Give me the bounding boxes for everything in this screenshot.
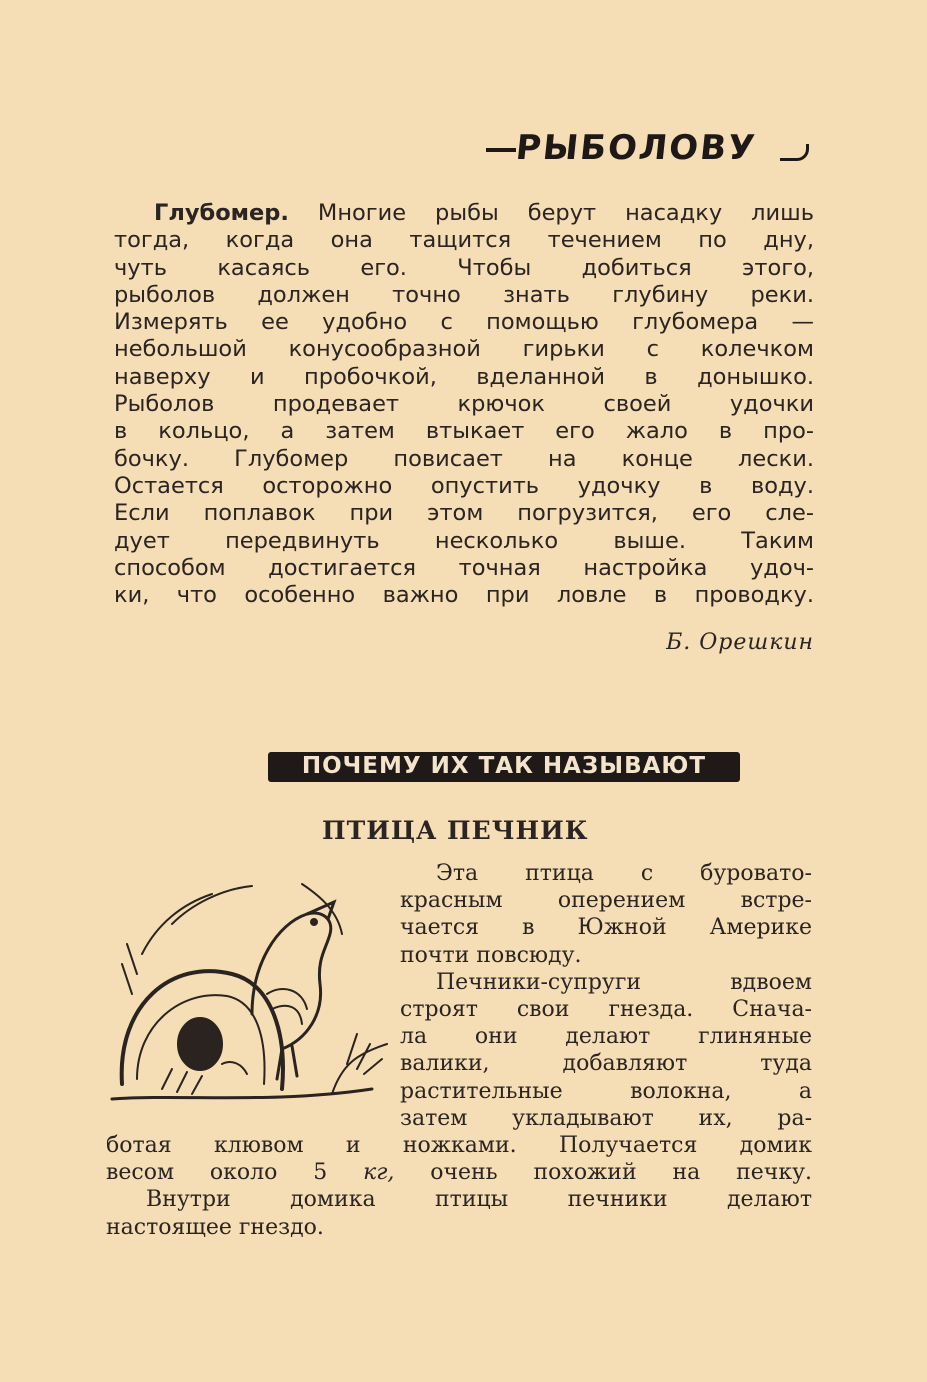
article-line: затем укладывают их, ра- xyxy=(400,1105,812,1131)
article-line: небольшой конусообразной гирьки с колечком xyxy=(114,336,814,363)
article-line: Печники-супруги вдвоем xyxy=(436,969,812,995)
article-line: Глубомер. Многие рыбы берут насадку лишь xyxy=(154,200,814,226)
article-line: способом достигается точная настройка удоч- xyxy=(114,554,814,581)
fishhook-icon xyxy=(780,144,809,161)
article-title: ПТИЦА ПЕЧНИК xyxy=(322,816,589,845)
section-heading-banner xyxy=(268,752,740,782)
article-term: Глубомер. xyxy=(154,200,289,226)
article-line: рыболов должен точно знать глубину реки. xyxy=(114,281,814,308)
article-line: наверху и пробочкой, вделанной в донышко. xyxy=(114,363,814,390)
article-line: строят свои гнезда. Снача- xyxy=(400,997,812,1023)
article-line: Внутри домика птицы печники делают xyxy=(146,1187,812,1213)
article-line: почти повсюду. xyxy=(400,942,582,968)
article-line: красным оперением встре- xyxy=(400,888,812,914)
article-line: чуть касаясь его. Чтобы добиться этого, xyxy=(114,254,814,281)
article-line: тогда, когда она тащится течением по дну, xyxy=(114,227,814,254)
article-line: весом около 5 кг, очень похожий на печку. xyxy=(106,1160,813,1186)
article-line: ла они делают глиняные xyxy=(400,1024,812,1050)
article-line: Если поплавок при этом погрузится, его сле- xyxy=(114,500,814,527)
article-line: ботая клювом и ножками. Получается домик xyxy=(106,1133,812,1159)
author-signature: Б. Орешкин xyxy=(666,630,814,655)
section-heading-text: ПОЧЕМУ ИХ ТАК НАЗЫВАЮТ xyxy=(301,753,707,779)
article-line: чается в Южной Америке xyxy=(400,915,812,941)
article-depth-gauge xyxy=(114,200,814,609)
article-line: растительные волокна, а xyxy=(400,1078,812,1104)
section-heading-text: РЫБОЛОВУ xyxy=(513,128,759,168)
article-line: Остается осторожно опустить удочку в воду. xyxy=(114,472,814,499)
article-line: в кольцо, а затем втыкает его жало в про- xyxy=(114,418,814,445)
article-line: валики, добавляют туда xyxy=(400,1051,812,1077)
article-line: Измерять ее удобно с помощью глубомера — xyxy=(114,309,814,336)
section-heading-rybolovu xyxy=(486,124,811,180)
article-line: Эта птица с буровато- xyxy=(436,861,812,886)
article-line: ки, что особенно важно при ловле в проводку. xyxy=(114,582,814,609)
unit-kg: кг, xyxy=(363,1160,395,1186)
heading-ornament xyxy=(486,148,516,152)
article-line: настоящее гнездо. xyxy=(106,1214,324,1240)
article-line: бочку. Глубомер повисает на конце лески. xyxy=(114,445,814,472)
article-line: дует передвинуть несколько выше. Таким xyxy=(114,527,814,554)
article-ovenbird xyxy=(106,860,812,1241)
article-line: Рыболов продевает крючок своей удочки xyxy=(114,391,814,418)
